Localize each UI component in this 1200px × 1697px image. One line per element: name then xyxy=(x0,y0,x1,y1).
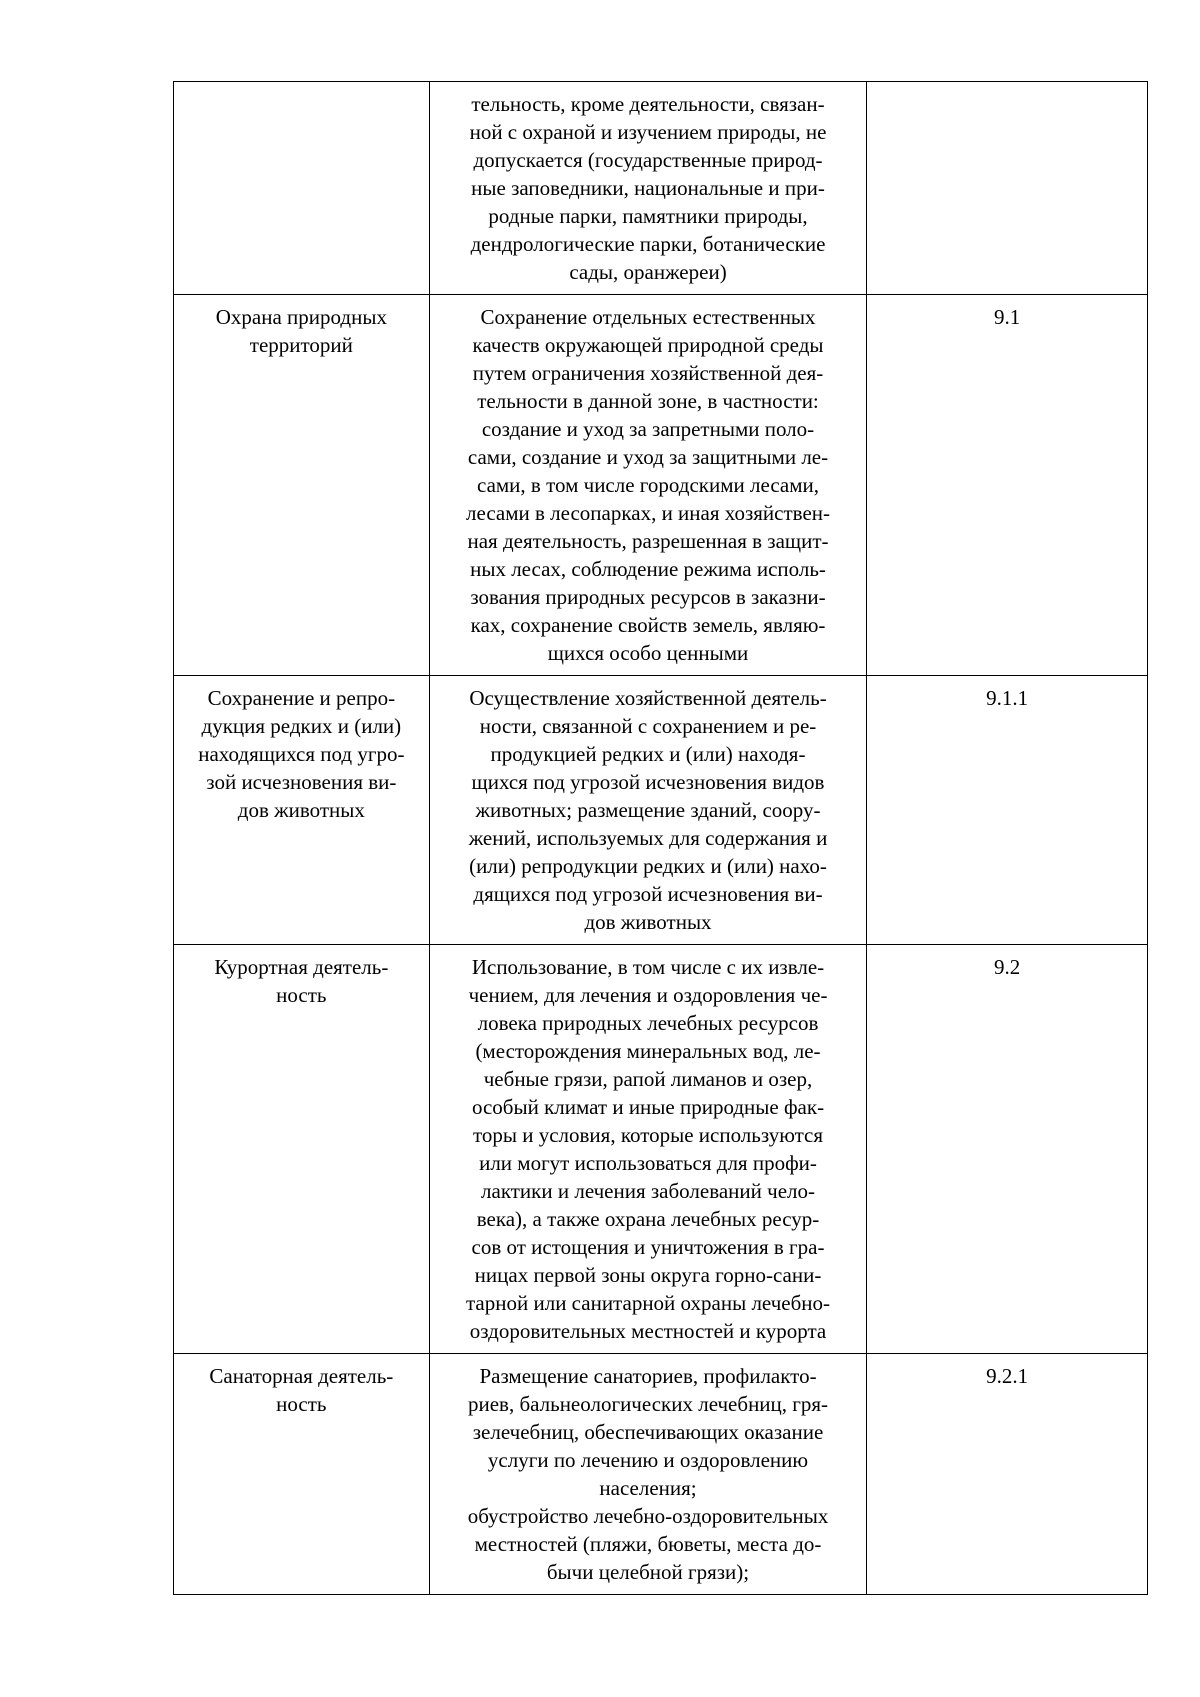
name-line: ность xyxy=(276,983,327,1007)
description-line: услуги по лечению и оздоровлению xyxy=(487,1448,809,1472)
use-name-cell xyxy=(174,945,430,1354)
description-line: обустройство лечебно-оздоровительных xyxy=(467,1504,829,1528)
description-line: ловека природных лечебных ресурсов xyxy=(477,1011,819,1035)
description-line: сов от истощения и уничтожения в гра- xyxy=(471,1235,825,1259)
name-line: Санаторная деятель- xyxy=(209,1364,394,1388)
name-line: дукция редких и (или) xyxy=(201,714,402,738)
description-line: дящихся под угрозой исчезновения ви- xyxy=(473,882,823,906)
use-description-cell xyxy=(429,82,867,295)
use-code: 9.1 xyxy=(994,305,1021,329)
description-line: бычи целебной грязи); xyxy=(546,1560,750,1584)
description-line: продукцией редких и (или) находя- xyxy=(490,742,806,766)
land-use-table xyxy=(173,81,1148,1595)
use-name-cell xyxy=(174,295,430,676)
description-line: путем ограничения хозяйственной дея- xyxy=(472,361,824,385)
use-code-cell xyxy=(867,295,1148,676)
description-line: лесами в лесопарках, и иная хозяйствен- xyxy=(466,501,831,525)
description-line: щихся особо ценными xyxy=(547,641,749,665)
table-row xyxy=(174,1354,1148,1595)
description-line: чебные грязи, рапой лиманов и озер, xyxy=(483,1067,813,1091)
name-line: находящихся под угро- xyxy=(198,742,405,766)
description-line: ной с охраной и изучением природы, не xyxy=(469,120,827,144)
use-code-cell xyxy=(867,1354,1148,1595)
description-line: (месторождения минеральных вод, ле- xyxy=(475,1039,821,1063)
use-name-cell xyxy=(174,1354,430,1595)
description-line: века), а также охрана лечебных ресур- xyxy=(476,1207,820,1231)
description-line: сады, оранжереи) xyxy=(569,260,727,284)
description-line: зелечебниц, обеспечивающих оказание xyxy=(472,1420,824,1444)
description-line: торы и условия, которые используются xyxy=(472,1123,824,1147)
description-line: оздоровительных местностей и курорта xyxy=(469,1319,827,1343)
description-line: лактики и лечения заболеваний чело- xyxy=(481,1179,815,1203)
description-line: ницах первой зоны округа горно-сани- xyxy=(474,1263,822,1287)
use-description-cell xyxy=(429,295,867,676)
description-line: ные заповедники, национальные и при- xyxy=(471,176,825,200)
name-line: ность xyxy=(276,1392,327,1416)
description-line: населения; xyxy=(599,1476,697,1500)
description-line: качеств окружающей природной среды xyxy=(472,333,824,357)
table-row xyxy=(174,945,1148,1354)
description-line: щихся под угрозой исчезновения видов xyxy=(471,770,825,794)
description-line: риев, бальнеологических лечебниц, гря- xyxy=(467,1392,829,1416)
description-line: (или) репродукции редких и (или) нахо- xyxy=(469,854,827,878)
use-description-cell xyxy=(429,676,867,945)
description-line: сами, в том числе городскими лесами, xyxy=(477,473,820,497)
use-code-cell xyxy=(867,676,1148,945)
description-line: Сохранение отдельных естественных xyxy=(480,305,816,329)
table-row xyxy=(174,82,1148,295)
description-line: особый климат и иные природные фак- xyxy=(471,1095,825,1119)
name-line: Охрана природных xyxy=(215,305,387,329)
description-line: зования природных ресурсов в заказни- xyxy=(470,585,826,609)
description-line: Осуществление хозяйственной деятель- xyxy=(469,686,827,710)
description-line: ных лесах, соблюдение режима исполь- xyxy=(470,557,826,581)
description-line: Использование, в том числе с их извле- xyxy=(471,955,825,979)
use-name-cell xyxy=(174,82,430,295)
description-line: тельности в данной зоне, в частности: xyxy=(477,389,819,413)
description-line: родные парки, памятники природы, xyxy=(488,204,808,228)
use-code: 9.2.1 xyxy=(986,1364,1029,1388)
use-description-cell xyxy=(429,945,867,1354)
description-line: дендрологические парки, ботанические xyxy=(470,232,826,256)
description-line: дов животных xyxy=(584,910,712,934)
description-line: ная деятельность, разрешенная в защит- xyxy=(467,529,829,553)
table-row xyxy=(174,676,1148,945)
use-description-cell xyxy=(429,1354,867,1595)
name-line: дов животных xyxy=(237,798,365,822)
name-line: зой исчезновения ви- xyxy=(206,770,397,794)
description-line: ках, сохранение свойств земель, являю- xyxy=(470,613,826,637)
description-line: тельность, кроме деятельности, связан- xyxy=(471,92,825,116)
name-line: Курортная деятель- xyxy=(214,955,389,979)
table-body xyxy=(174,82,1148,1595)
description-line: тарной или санитарной охраны лечебно- xyxy=(466,1291,831,1315)
use-name-cell xyxy=(174,676,430,945)
description-line: допускается (государственные природ- xyxy=(473,148,823,172)
use-code: 9.1.1 xyxy=(986,686,1029,710)
description-line: создание и уход за запретными поло- xyxy=(481,417,815,441)
description-line: ности, связанной с сохранением и ре- xyxy=(479,714,817,738)
description-line: сами, создание и уход за защитными ле- xyxy=(467,445,829,469)
table-row xyxy=(174,295,1148,676)
name-line: территорий xyxy=(249,333,353,357)
description-line: чением, для лечения и оздоровления че- xyxy=(468,983,828,1007)
use-code-cell xyxy=(867,82,1148,295)
description-line: Размещение санаториев, профилакто- xyxy=(479,1364,817,1388)
description-line: или могут использоваться для профи- xyxy=(479,1151,817,1175)
description-line: жений, используемых для содержания и xyxy=(468,826,828,850)
use-code-cell xyxy=(867,945,1148,1354)
description-line: местностей (пляжи, бюветы, места до- xyxy=(474,1532,822,1556)
use-code: 9.2 xyxy=(994,955,1021,979)
name-line: Сохранение и репро- xyxy=(207,686,396,710)
description-line: животных; размещение зданий, соору- xyxy=(475,798,821,822)
